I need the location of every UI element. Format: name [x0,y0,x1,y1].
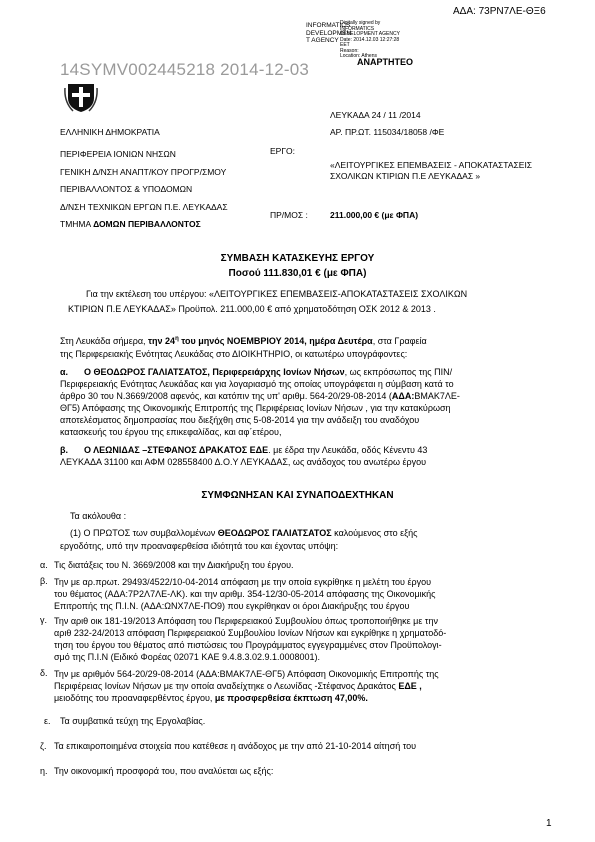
party-b-line: Ο ΛΕΩΝΙΔΑΣ –ΣΤΕΦΑΝΟΣ ΔΡΑΚΑΤΟΣ ΕΔΕ. με έδρα την Λευκάδα, οδός Κένεντυ 43 [84,445,428,455]
party-a-line: ΘΓ5) Απόφασης της Οικονομικής Επιτροπής της Περιφέρειας Ιονίων Νήσων , για την κατακύρωση [60,403,451,413]
subtitle-line: Για την εκτέλεση του υπέργου: «ΛΕΙΤΟΥΡΓΙΚΕΣ ΕΠΕΜΒΑΣΕΙΣ-ΑΠΟΚΑΤΑΣΤΑΣΕΙΣ ΣΧΟΛΙΚΩΝ [86,289,468,299]
item-c-text: Την αριθ οικ 181-19/2013 Απόφαση του Περιφερειακού Συμβουλίου όπως τροποποιήθηκε με την αριθ 232-24/2013 απόφαση Περιφερειακού Συμβουλίου Ιονίων Νήσων και εγκρίθηκε η χρηματοδό- τηση του έργου του θέματος από πιστώσεις του Προγράμματος εγγεγραμμένες στον Προϋπολογι- σμό της Π.Ι.Ν (Ειδικό Φορέας 02071 ΚΑΕ 9.4.8.3.02.9.1.0008001). [54,616,447,662]
item-g-text: Την οικονομική προσφορά του, που αναλύεται ως εξής: [54,766,274,776]
signature-line: Location: Athens [340,53,377,59]
agreement-line: (1) Ο ΠΡΩΤΟΣ των συμβαλλομένων ΘΕΟΔΩΡΟΣ ΓΑΛΙΑΤΣΑΤΟΣ καλούμενος στο εξής [70,528,418,538]
budget-label: ΠΡ/ΜΟΣ : [270,210,308,220]
item-e-text: Τα συμβατικά τεύχη της Εργολαβίας. [60,716,206,726]
page-number: 1 [546,818,552,829]
item-d-text: Την με αριθμόν 564-20/29-08-2014 (ΑΔΑ:ΒΜΑΚ7ΛΕ-ΘΓ5) Απόφαση Οικονομικής Επιτροπής της Περιφέρειας Ιονίων Νήσων με την οποία αναδείχτηκε ο Λεωνίδας -Στέφανος Δρακάτος ΕΔΕ , μειοδότης του προαναφερθέντος έργου, με προσφερθείσα έκπτωση 47,00%. [54,669,439,703]
digital-signature-block [340,21,400,60]
signature-line: Date: 2014.12.03 12:27:28 [340,36,400,43]
signature-line: Digitally signed by [340,20,381,26]
party-b-line: ΛΕΥΚΑΔΑ 31100 και ΑΦΜ 028558400 Δ.Ο.Υ ΛΕΥΚΑΔΑΣ, ως ανάδοχος του ανωτέρω έργου [60,457,427,467]
subtitle-line: ΚΤΙΡΙΩΝ Π.Ε ΛΕΥΚΑΔΑΣ» Προϋπολ. 211.000,00 € από χρηματοδότηση ΟΣΚ 2012 & 2013 . [68,304,436,314]
item-e-label: ε. [44,716,51,726]
sender-line: ΠΕΡΙΒΑΛΛΟΝΤΟΣ & ΥΠΟΔΟΜΩΝ [60,184,193,194]
project-title: «ΛΕΙΤΟΥΡΓΙΚΕΣ ΕΠΕΜΒΑΣΕΙΣ - ΑΠΟΚΑΤΑΣΤΑΣΕΙΣ [330,160,533,170]
posted-label: ΑΝΑΡΤΗΤΕΟ [357,57,413,67]
signature-line: Reason: [340,47,359,54]
sender-line: Δ/ΝΣΗ ΤΕΧΝΙΚΩΝ ΕΡΓΩΝ Π.Ε. ΛΕΥΚΑΔΑΣ [60,201,228,212]
item-b-text: Την με αρ.πρωτ. 29493/4522/10-04-2014 απόφαση με την οποία εγκρίθηκε η μελέτη του έργου του θέματος (ΑΔΑ:7Ρ2Λ7ΛΕ-ΛΚ). και την αριθμ. 354-12/30-05-2014 απόφασης της Οικονομικής Επιτροπής της Π.Ι.Ν. (ΑΔΑ:ΩΝΧ7ΛΕ-ΠΟ9) που εγκρίθηκαν οι όροι Διακήρυξης του έργου [54,577,436,611]
project-title-cont: ΣΧΟΛΙΚΩΝ ΚΤΙΡΙΩΝ Π.Ε ΛΕΥΚΑΔΑΣ » [330,171,481,181]
protocol-number: ΑΡ. ΠΡ.ΩΤ. 115034/18058 /ΦΕ [330,127,445,137]
signature-line: EET [340,42,350,48]
agency-line: INFORMATICS [306,22,351,29]
following-label: Τα ακόλουθα : [70,511,127,521]
project-label: ΕΡΓΟ: [270,146,295,156]
party-a-line: Ο ΘΕΟΔΩΡΟΣ ΓΑΛΙΑΤΣΑΤΟΣ, Περιφερειάρχης Ιονίων Νήσων, ως εκπρόσωπος της ΠΙΝ/ [84,367,453,377]
party-a-line: Περιφερειακής Ενότητας Λευκάδας και για λογαριασμό της οποίας υπογράφεται η σύμβαση κατά το [60,379,454,389]
signature-line: INFORMATICS [340,25,375,32]
party-a-line: αποτελέσματος δημοπρασίας που διεξήχθη στις 5-08-2014 για την ανάδειξη του αναδόχου [60,415,420,425]
item-b-label: β. [40,576,48,586]
party-a-line: κατασκευής του έργου της επικεφαλίδας, και αφ΄ετέρου, [60,427,282,437]
party-a-label: α. [60,367,69,377]
item-g-label: η. [40,766,48,776]
agreement-line: εργοδότης, υπό την προαναφερθείσα ιδιότητά του και έχοντας υπόψη: [60,541,339,551]
contract-amount: Ποσού 111.830,01 € (με ΦΠΑ) [228,268,367,279]
item-f-label: ζ. [40,741,47,751]
item-a-text: Τις διατάξεις του Ν. 3669/2008 και την Διακήρυξη του έργου. [54,560,294,570]
agency-line: DEVELOPMEN [306,29,352,37]
item-c-label: γ. [40,615,48,625]
item-f-text: Τα επικαιροποιημένα στοιχεία που κατέθεσε η ανάδοχος με την από 21-10-2014 αίτησή του [54,741,417,751]
budget-value: 211.000,00 € (με ΦΠΑ) [330,210,419,220]
sender-line: ΠΕΡΙΦΕΡΕΙΑ ΙΟΝΙΩΝ ΝΗΣΩΝ [60,149,176,159]
document-id-watermark: 14SYMV002445218 2014-12-03 [60,60,310,79]
sender-line: ΓΕΝΙΚΗ Δ/ΝΣΗ ΑΝΑΠΤ/ΚΟΥ ΠΡΟΓΡ/ΣΜΟΥ [60,166,227,177]
country-name: ΕΛΛΗΝΙΚΗ ΔΗΜΟΚΡΑΤΙΑ [60,127,160,137]
ada-code: ΑΔΑ: 73ΡΝ7ΛΕ-ΘΞ6 [453,6,546,17]
sender-dept: ΤΜΗΜΑ ΔΟΜΩΝ ΠΕΡΙΒΑΛΛΟΝΤΟΣ [60,219,201,229]
agreement-title: ΣΥΜΦΩΝΗΣΑΝ ΚΑΙ ΣΥΝΑΠΟΔΕΧΤΗΚΑΝ [201,490,394,501]
intro-line: Στη Λευκάδα σήμερα, την $24^\eta$ του μηνός ΝΟΕΜΒΡΙΟΥ 2014, ημέρα Δευτέρα, στα Γραφεία [60,336,427,346]
greek-coat-of-arms-icon [64,80,98,114]
item-a-label: α. [40,560,48,570]
agency-line: T AGENCY [306,37,339,44]
sender-block [60,146,228,234]
party-b-label: β. [60,445,68,455]
place-date: ΛΕΥΚΑΔΑ 24 / 11 /2014 [330,110,421,120]
item-d-label: δ. [40,668,48,678]
signature-line: DEVELOPMENT AGENCY [340,31,400,37]
party-a-line: άρθρο 30 του Ν.3669/2008 αφενός, και κατόπιν της υπ' αριθμ. 564-20/29-08-2014 (ΑΔΑ:ΒΜΑΚ7ΛΕ- [60,391,460,401]
intro-line: της Περιφερειακής Ενότητας Λευκάδας στο ΔΙΟΙΚΗΤΗΡΙΟ, οι κατωτέρω υπογράφοντες: [60,349,408,359]
contract-title: ΣΥΜΒΑΣΗ ΚΑΤΑΣΚΕΥΗΣ ΕΡΓΟΥ [220,253,375,264]
